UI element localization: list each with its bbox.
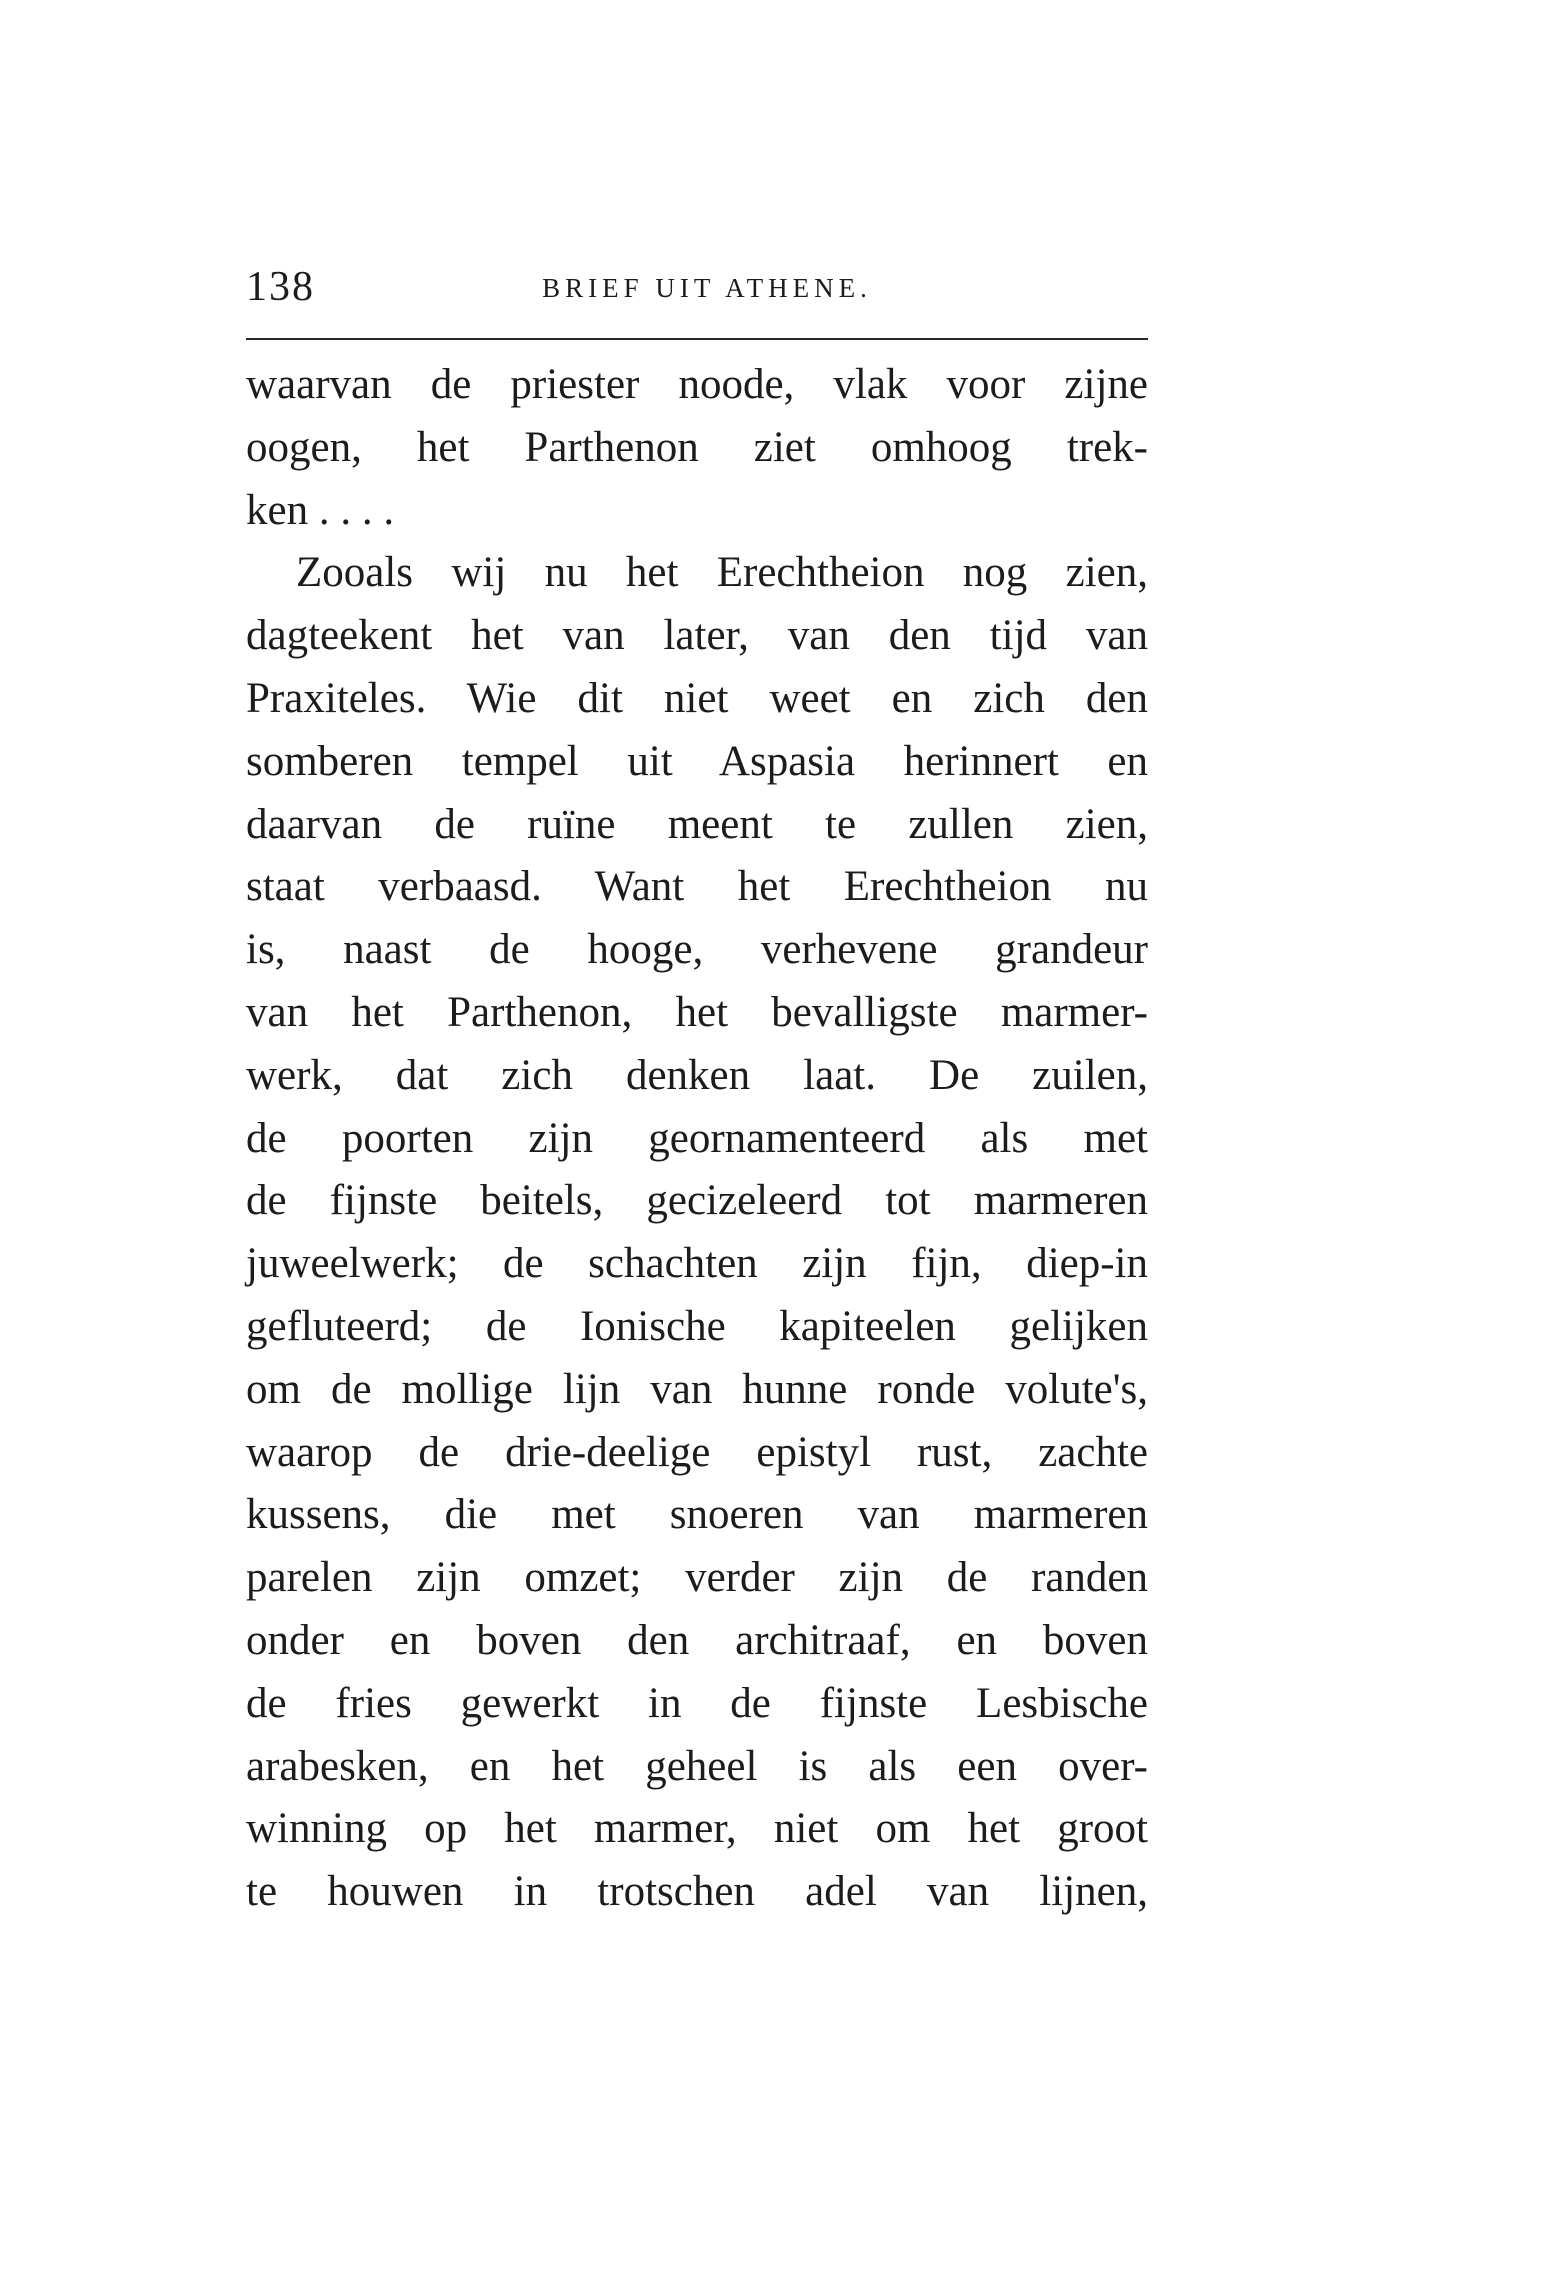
text-line: gefluteerd; de Ionische kapiteelen gelijken [246, 1302, 1148, 1350]
text-line: Praxiteles. Wie dit niet weet en zich den [246, 674, 1148, 722]
page-number: 138 [246, 264, 315, 310]
text-line: de fries gewerkt in de fijnste Lesbische [246, 1679, 1148, 1727]
text-line: van het Parthenon, het bevalligste marmer- [246, 988, 1148, 1036]
text-line: winning op het marmer, niet om het groot [246, 1805, 1148, 1853]
text-line: arabesken, en het geheel is als een over- [246, 1742, 1148, 1790]
text-line: oogen, het Parthenon ziet omhoog trek- [246, 423, 1148, 471]
text-line: de fijnste beitels, gecizeleerd tot marmeren [246, 1177, 1148, 1225]
running-title: BRIEF UIT ATHENE. [542, 273, 872, 303]
body-text [246, 354, 1148, 1924]
text-line: te houwen in trotschen adel van lijnen, [246, 1868, 1148, 1916]
text-line: onder en boven den architraaf, en boven [246, 1616, 1148, 1664]
text-line: dagteekent het van later, van den tijd van [246, 612, 1148, 660]
header-rule [246, 338, 1148, 340]
text-line: is, naast de hooge, verhevene grandeur [246, 926, 1148, 974]
text-line: staat verbaasd. Want het Erechtheion nu [246, 863, 1148, 911]
text-line: parelen zijn omzet; verder zijn de randen [246, 1554, 1148, 1602]
text-line: waarop de drie-deelige epistyl rust, zachte [246, 1428, 1148, 1476]
text-line: kussens, die met snoeren van marmeren [246, 1491, 1148, 1539]
text-line: werk, dat zich denken laat. De zuilen, [246, 1051, 1148, 1099]
text-line: de poorten zijn geornamenteerd als met [246, 1114, 1148, 1162]
text-line: Zooals wij nu het Erechtheion nog zien, [296, 549, 1148, 597]
text-line: somberen tempel uit Aspasia herinnert en [246, 737, 1148, 785]
text-line: daarvan de ruïne meent te zullen zien, [246, 800, 1148, 848]
page-header [246, 262, 1148, 312]
text-line: juweelwerk; de schachten zijn fijn, diep-in [246, 1240, 1148, 1288]
text-line: om de mollige lijn van hunne ronde volute's, [246, 1365, 1148, 1413]
text-line: waarvan de priester noode, vlak voor zijne [246, 361, 1148, 408]
text-line: ken . . . . [246, 486, 395, 534]
